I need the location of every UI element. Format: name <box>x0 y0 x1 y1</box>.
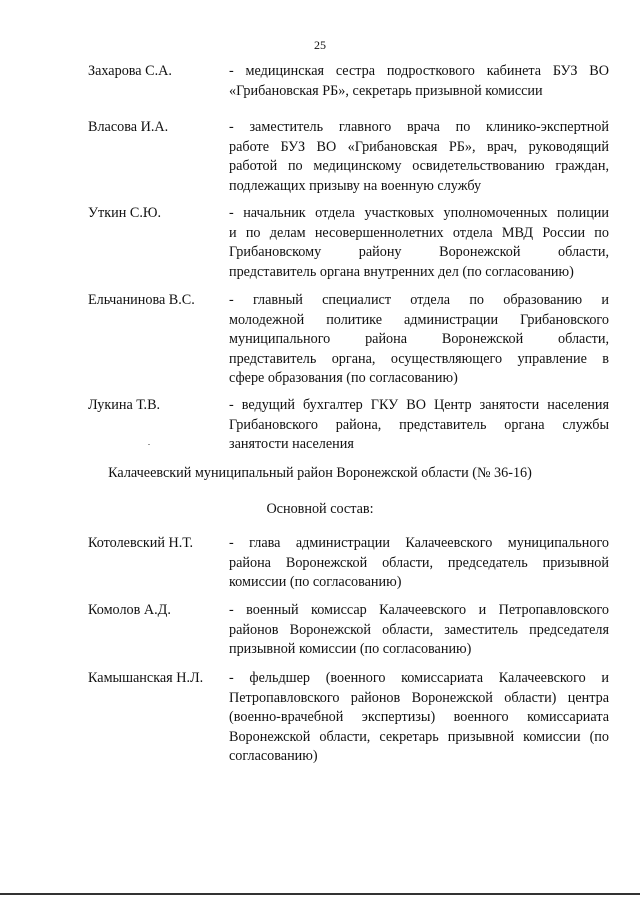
member-role <box>229 669 609 767</box>
member-name: Уткин С.Ю. <box>88 205 162 221</box>
member-name: Комолов А.Д. <box>88 602 171 618</box>
scan-artifact <box>148 444 150 445</box>
role-line: комиссии (по согласованию) <box>229 574 402 590</box>
member-role <box>229 601 609 660</box>
member-role <box>229 62 609 101</box>
role-line: районов Воронежской области, заместитель председателя <box>229 621 609 638</box>
role-line: молодежной политике администрации Грибановского <box>229 311 609 328</box>
composition-heading: Основной состав: <box>266 501 374 517</box>
scan-edge-line <box>0 893 640 895</box>
member-name: Ельчанинова В.С. <box>88 292 195 308</box>
role-line: - фельдшер (военного комиссариата Калачеевского и <box>229 670 609 686</box>
member-name: Котолевский Н.Т. <box>88 535 194 551</box>
member-role <box>229 396 609 455</box>
member-name: Захарова С.А. <box>88 63 172 79</box>
role-line: Грибановскому району Воронежской области, <box>229 244 609 260</box>
role-line: занятости населения <box>229 436 354 452</box>
role-line: муниципального района Воронежской области, <box>229 331 609 347</box>
role-line: призывной комиссии (по согласованию) <box>229 641 472 657</box>
role-line: представитель органа, осуществляющего управление в <box>229 350 609 367</box>
role-line: - медицинская сестра подросткового кабинета БУЗ ВО <box>229 63 609 79</box>
role-line: согласованию) <box>229 748 318 764</box>
role-line: сфере образования (по согласованию) <box>229 370 458 386</box>
role-line: «Грибановская РБ», секретарь призывной комиссии <box>229 82 543 99</box>
role-line: представитель органа внутренних дел (по согласованию) <box>229 263 574 280</box>
role-line: района Воронежской области, председатель призывной <box>229 554 609 571</box>
member-role <box>229 118 609 196</box>
role-line: - ведущий бухгалтер ГКУ ВО Центр занятости населения <box>229 397 609 413</box>
page-number: 25 <box>314 38 326 52</box>
role-line: - заместитель главного врача по клинико-экспертной <box>229 119 609 135</box>
member-role <box>229 291 609 389</box>
role-line: подлежащих призыву на военную службу <box>229 177 482 194</box>
member-role <box>229 534 609 593</box>
role-line: - начальник отдела участковых уполномоченных полиции <box>229 205 609 221</box>
role-line: и по делам несовершеннолетних отдела МВД России по <box>229 224 609 241</box>
member-name: Камышанская Н.Л. <box>88 670 204 686</box>
role-line: - военный комиссар Калачеевского и Петропавловского <box>229 602 609 618</box>
role-line: (военно-врачебной экспертизы) военного комиссариата <box>229 709 609 725</box>
role-line: Грибановского района, представитель органа службы <box>229 416 609 433</box>
role-line: работой по медицинскому освидетельствованию граждан, <box>229 158 609 174</box>
member-name: Лукина Т.В. <box>88 397 161 413</box>
role-line: работе БУЗ ВО «Грибановская РБ», врач, руководящий <box>229 138 609 155</box>
role-line: Воронежской области, секретарь призывной комиссии (по <box>229 728 609 745</box>
role-line: - главный специалист отдела по образованию и <box>229 292 609 308</box>
district-heading: Калачеевский муниципальный район Воронежской области (№ 36-16) <box>108 465 532 481</box>
role-line: Петропавловского районов Воронежской области) центра <box>229 689 609 706</box>
role-line: - глава администрации Калачеевского муниципального <box>229 535 609 551</box>
member-role <box>229 204 609 282</box>
member-name: Власова И.А. <box>88 119 169 135</box>
